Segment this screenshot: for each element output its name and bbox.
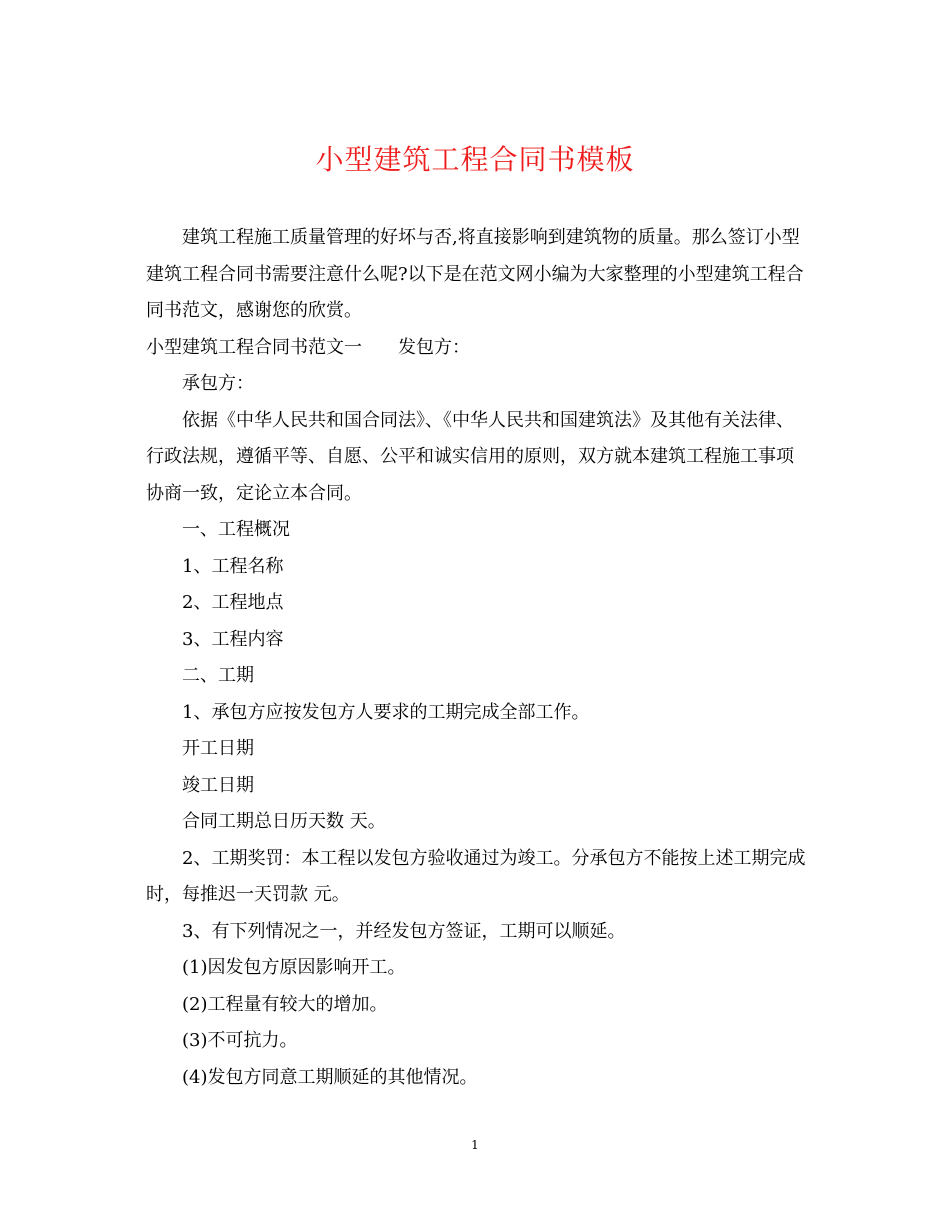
start-date-label: 开工日期: [182, 738, 254, 759]
sample-heading-line: [146, 330, 806, 367]
item-2-3: 3、有下列情况之一，并经发包方签证，工期可以顺延。: [182, 920, 626, 942]
item-1-1: 1、工程名称: [182, 555, 284, 577]
document-body: [146, 220, 806, 1096]
section-1-title: 一、工程概况: [182, 519, 290, 540]
end-date-label: 竣工日期: [182, 774, 254, 796]
party-a-label: 发包方：: [398, 336, 470, 358]
case-4: (4)发包方同意工期顺延的其他情况。: [182, 1066, 478, 1088]
intro-paragraph: 建筑工程施工质量管理的好坏与否,将直接影响到建筑物的质量。那么签订小型建筑工程合同书需要注意什么呢?以下是在范文网小编为大家整理的小型建筑工程合同书范文，感谢您的欣赏。: [146, 227, 804, 321]
case-3: (3)不可抗力。: [182, 1030, 298, 1051]
case-1: (1)因发包方原因影响开工。: [182, 957, 406, 978]
page-number: 1: [471, 1138, 479, 1152]
item-2-2: 2、工期奖罚：本工程以发包方验收通过为竣工。分承包方不能按上述工期完成时，每推迟一天罚款 元。: [146, 847, 806, 905]
document-title: 小型建筑工程合同书模板: [315, 143, 635, 176]
basis-paragraph: 依据《中华人民共和国合同法》、《中华人民共和国建筑法》及其他有关法律、行政法规，遵循平等、自愿、公平和诚实信用的原则，双方就本建筑工程施工事项协商一致，定论立本合同。: [146, 409, 794, 504]
section-2-title: 二、工期: [182, 665, 254, 686]
sample-heading: 小型建筑工程合同书范文一: [146, 336, 362, 358]
item-1-3: 3、工程内容: [182, 628, 284, 650]
item-1-2: 2、工程地点: [182, 592, 284, 613]
total-days-line: 合同工期总日历天数 天。: [182, 811, 386, 832]
item-2-1: 1、承包方应按发包方人要求的工期完成全部工作。: [182, 701, 590, 723]
case-2: (2)工程量有较大的增加。: [182, 993, 388, 1015]
party-b-label: 承包方：: [182, 373, 254, 394]
